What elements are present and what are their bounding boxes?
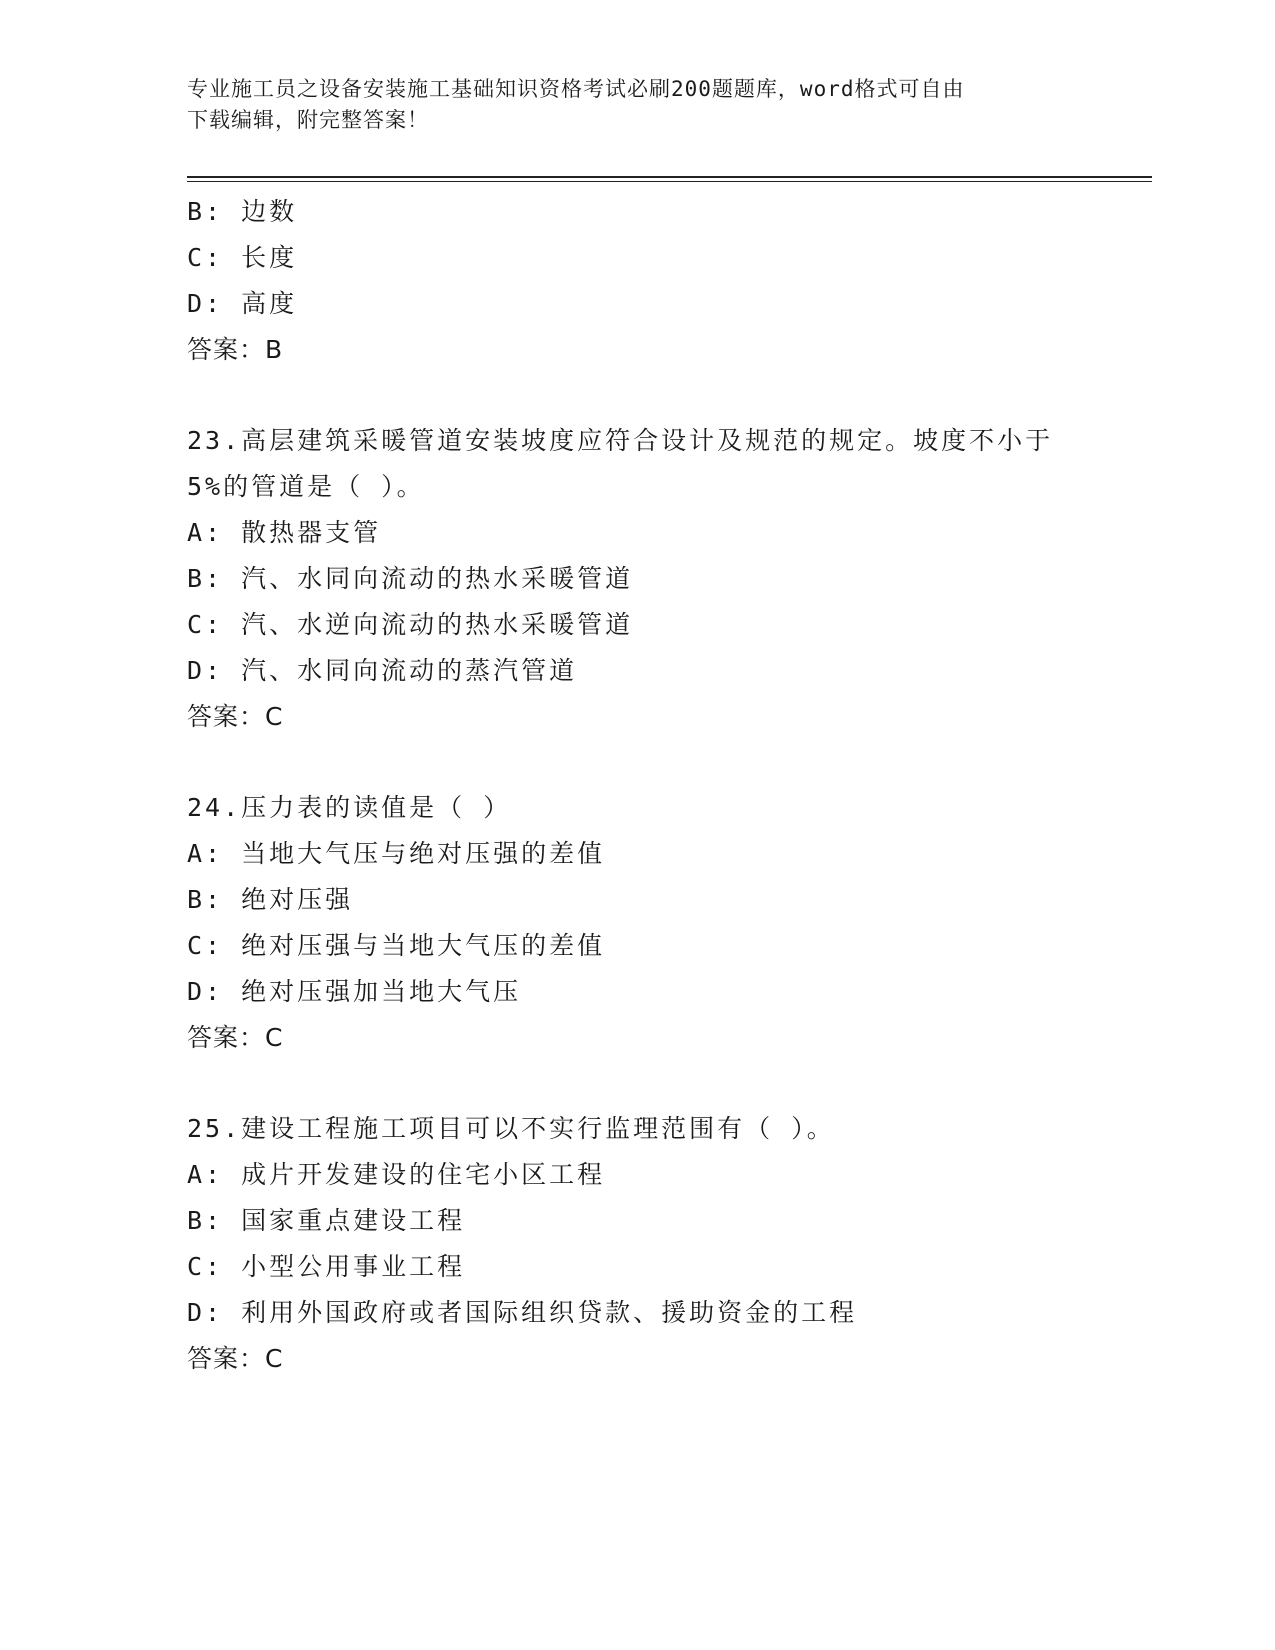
option-b: [187, 1198, 1087, 1244]
question-list: [187, 189, 1087, 1382]
option-text: 国家重点建设工程: [241, 1206, 466, 1235]
option-label: D:: [187, 1298, 224, 1327]
question-23: [187, 418, 1087, 740]
option-text: 边数: [241, 197, 298, 226]
option-d: [187, 281, 1087, 327]
option-text: 利用外国政府或者国际组织贷款、援助资金的工程: [241, 1298, 858, 1327]
option-label: A:: [187, 1160, 224, 1189]
option-text: 小型公用事业工程: [241, 1252, 466, 1281]
option-a: [187, 831, 1087, 877]
answer-line: 答案：B: [187, 335, 284, 364]
option-text: 汽、水同向流动的蒸汽管道: [241, 656, 578, 685]
question-stem-line-2: 5%的管道是（ ）。: [187, 472, 425, 501]
option-d: [187, 648, 1087, 694]
option-c: [187, 923, 1087, 969]
option-b: [187, 877, 1087, 923]
option-label: D:: [187, 977, 224, 1006]
option-label: C:: [187, 610, 224, 639]
option-label: C:: [187, 931, 224, 960]
answer-line: 答案：C: [187, 1023, 284, 1052]
option-a: [187, 1152, 1087, 1198]
option-label: D:: [187, 656, 224, 685]
option-label: A:: [187, 839, 224, 868]
option-b: [187, 189, 1087, 235]
header-divider-thick: [187, 176, 1152, 178]
question-24: [187, 785, 1087, 1061]
question-stem-line-1: 23.高层建筑采暖管道安装坡度应符合设计及规范的规定。坡度不小于: [187, 426, 1054, 455]
header-line-1: 专业施工员之设备安装施工基础知识资格考试必刷200题题库，word格式可自由: [187, 77, 965, 101]
answer-line: 答案：C: [187, 702, 284, 731]
option-label: C:: [187, 1252, 224, 1281]
document-header: [187, 74, 1067, 136]
option-label: B:: [187, 564, 224, 593]
option-label: B:: [187, 1206, 224, 1235]
answer-line: 答案：C: [187, 1344, 284, 1373]
header-line-2: 下载编辑，附完整答案！: [187, 108, 429, 132]
option-text: 当地大气压与绝对压强的差值: [241, 839, 606, 868]
option-b: [187, 556, 1087, 602]
option-text: 汽、水同向流动的热水采暖管道: [241, 564, 634, 593]
question-25: [187, 1106, 1087, 1382]
option-text: 绝对压强: [241, 885, 354, 914]
option-text: 高度: [241, 289, 298, 318]
option-label: C:: [187, 243, 224, 272]
option-text: 绝对压强加当地大气压: [241, 977, 522, 1006]
option-text: 成片开发建设的住宅小区工程: [241, 1160, 606, 1189]
option-text: 绝对压强与当地大气压的差值: [241, 931, 606, 960]
option-c: [187, 602, 1087, 648]
option-label: B:: [187, 885, 224, 914]
option-text: 汽、水逆向流动的热水采暖管道: [241, 610, 634, 639]
option-c: [187, 1244, 1087, 1290]
option-label: D:: [187, 289, 224, 318]
option-c: [187, 235, 1087, 281]
header-divider-thin: [187, 181, 1152, 182]
prev-question-block: [187, 189, 1087, 373]
option-label: A:: [187, 518, 224, 547]
option-text: 散热器支管: [241, 518, 382, 547]
option-d: [187, 1290, 1087, 1336]
question-stem: 24.压力表的读值是（ ）: [187, 793, 512, 822]
option-text: 长度: [241, 243, 298, 272]
option-a: [187, 510, 1087, 556]
option-label: B:: [187, 197, 224, 226]
option-d: [187, 969, 1087, 1015]
question-stem: 25.建设工程施工项目可以不实行监理范围有（ ）。: [187, 1114, 835, 1143]
